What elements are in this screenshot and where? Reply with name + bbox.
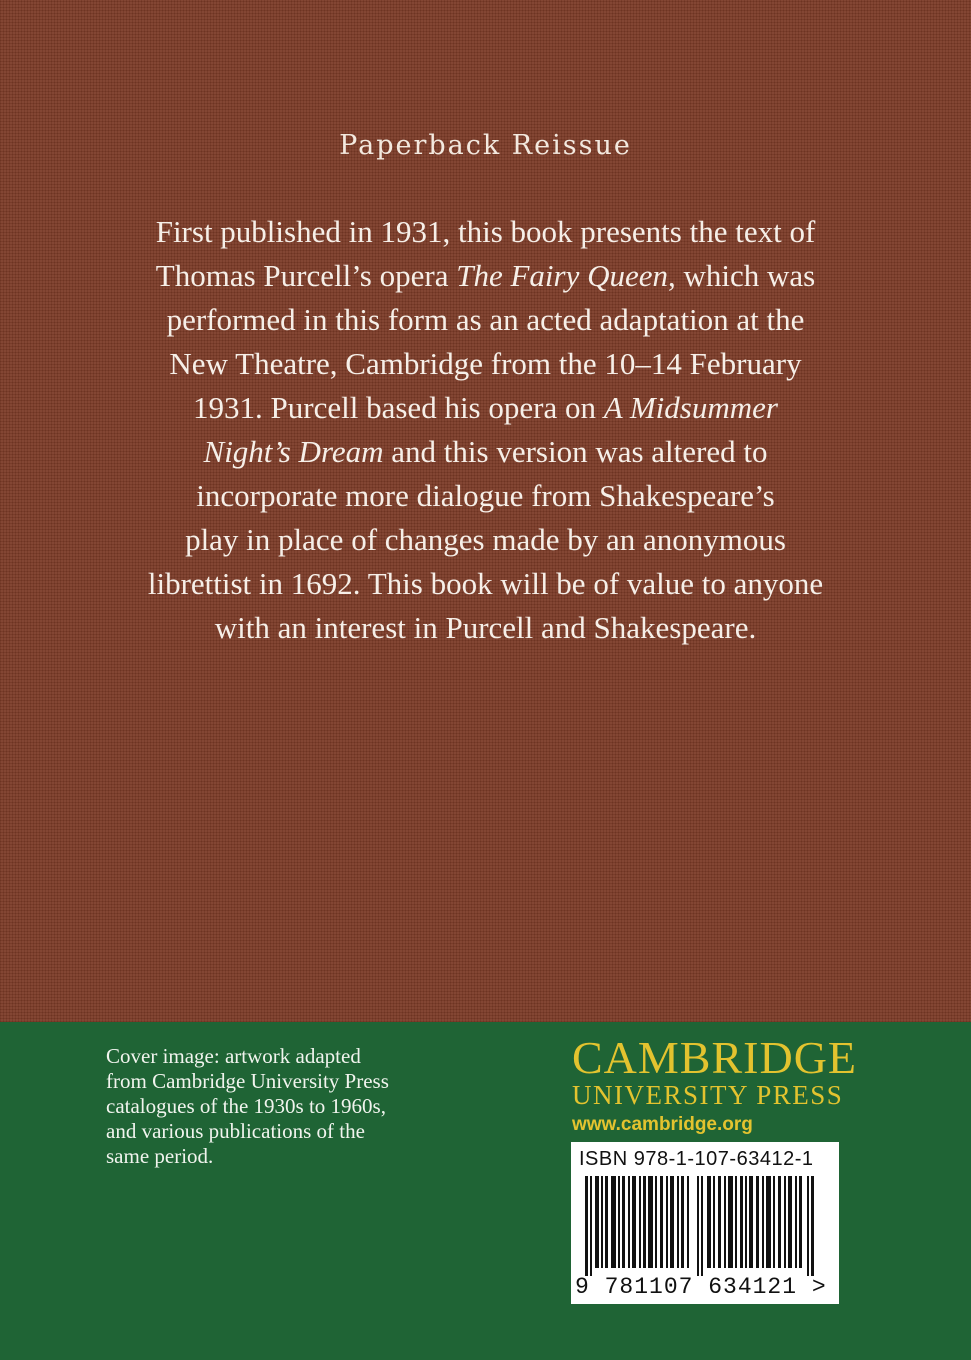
blurb-line: incorporate more dialogue from Shakespeare’s <box>196 478 775 513</box>
blurb-line: New Theatre, Cambridge from the 10–14 February <box>169 346 802 381</box>
publisher-name: CAMBRIDGE <box>572 1032 858 1083</box>
isbn-barcode <box>571 1142 839 1304</box>
opera-title: The Fairy Queen <box>456 258 668 293</box>
blurb-line: performed in this form as an acted adaptation at the <box>166 302 805 337</box>
series-label: Paperback Reissue <box>339 130 632 161</box>
publisher-logo <box>572 1032 872 1138</box>
blurb-line: Thomas Purcell’s opera The Fairy Queen, which was <box>155 258 816 293</box>
play-title-cont: Night’s Dream <box>203 434 384 469</box>
publisher-url: www.cambridge.org <box>572 1114 753 1135</box>
publisher-subtitle: UNIVERSITY PRESS <box>572 1080 844 1110</box>
isbn-label: ISBN 978-1-107-63412-1 <box>579 1148 814 1170</box>
blurb-line: play in place of changes made by an anonymous <box>185 522 786 557</box>
blurb-line: librettist in 1692. This book will be of value to anyone <box>147 566 824 601</box>
book-blurb <box>120 210 851 650</box>
barcode-bars <box>585 1176 825 1276</box>
barcode-digits: 9 781107 634121 > <box>575 1274 827 1300</box>
blurb-line: Night’s Dream and this version was altered to <box>203 434 768 469</box>
play-title: A Midsummer <box>603 390 778 425</box>
blurb-line: 1931. Purcell based his opera on A Midsummer <box>193 390 778 425</box>
blurb-line: First published in 1931, this book presents the text of <box>155 214 816 249</box>
blurb-line: with an interest in Purcell and Shakespeare. <box>214 610 757 645</box>
cover-credit: Cover image: artwork adapted from Cambridge University Press catalogues of the 1930s to 1960s, and various publications of the same period. <box>106 1044 389 1168</box>
